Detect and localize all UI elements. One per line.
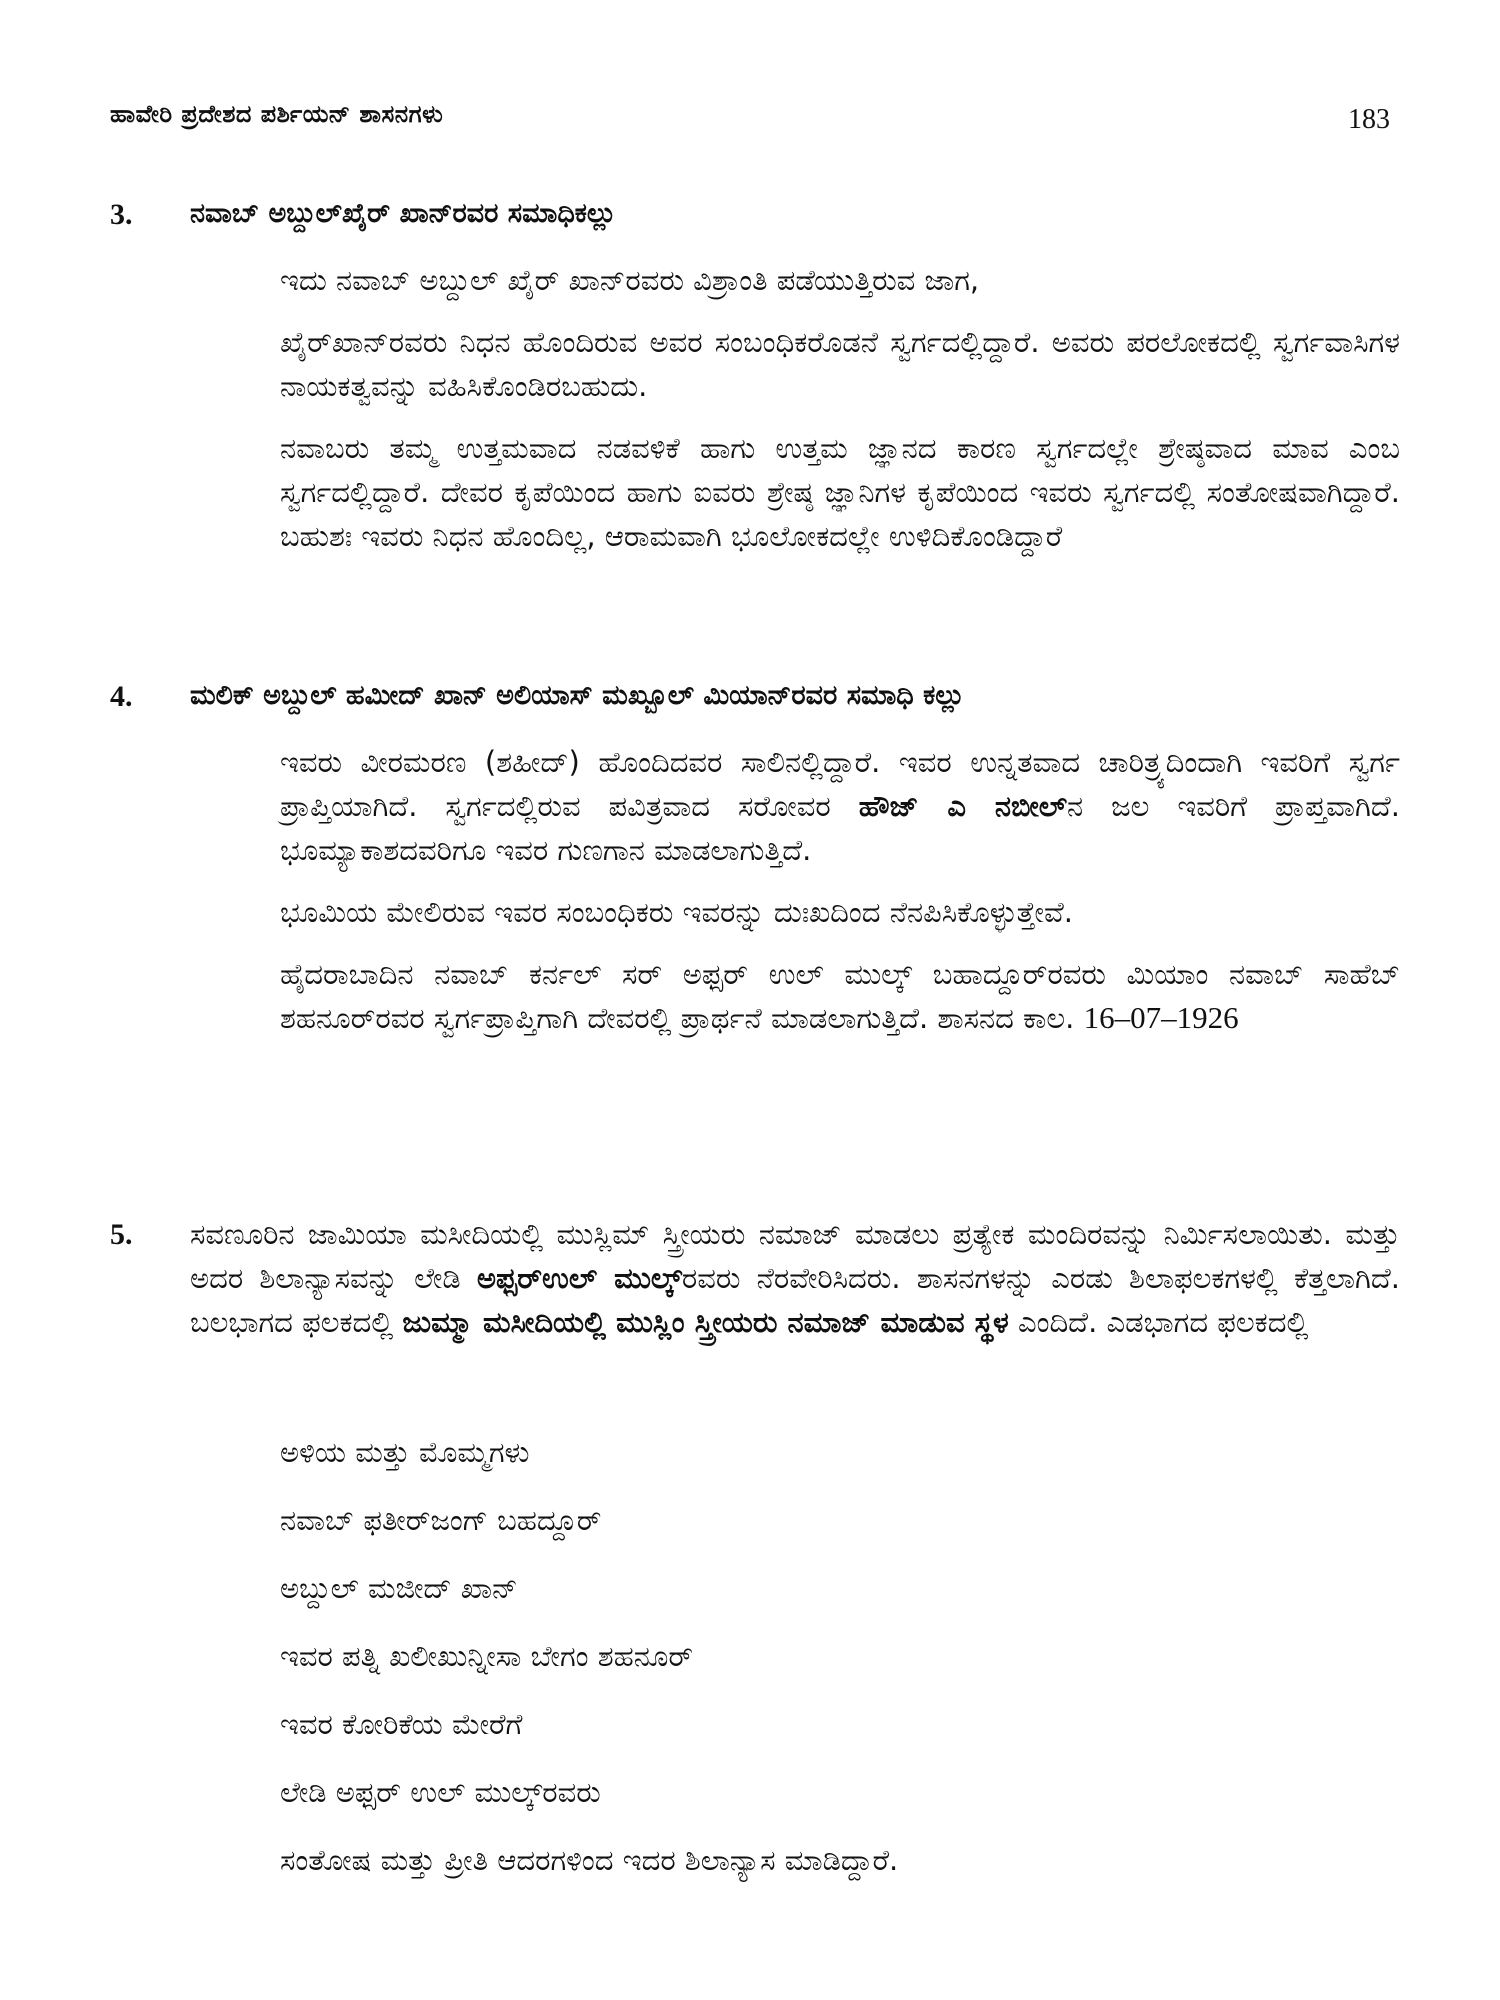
section-body <box>280 258 1400 558</box>
inscription-line: ಸಂತೋಷ ಮತ್ತು ಪ್ರೀತಿ ಆದರಗಳಿಂದ ಇದರ ಶಿಲಾನ್ಯಾಸ ಮಾಡಿದ್ದಾರೆ. <box>280 1843 899 1877</box>
inscription-date: 16–07–1926 <box>1083 1000 1239 1035</box>
section-title: ಮಲಿಕ್ ಅಬ್ದುಲ್ ಹಮೀದ್ ಖಾನ್ ಅಲಿಯಾಸ್ ಮಖ್ಬೂಲ್ ಮಿಯಾನ್‌ರವರ ಸಮಾಧಿ ಕಲ್ಲು <box>190 680 965 711</box>
paragraph: ಭೂಮಿಯ ಮೇಲಿರುವ ಇವರ ಸಂಬಂಧಿಕರು ಇವರನ್ನು ದುಃಖದಿಂದ ನೆನಪಿಸಿಕೊಳ್ಳುತ್ತೇವೆ. <box>280 895 1073 929</box>
paragraph-text: ಇವರು ವೀರಮರಣ (ಶಹೀದ್) ಹೊಂದಿದವರ ಸಾಲಿನಲ್ಲಿದ್ದಾರೆ. ಇವರ ಉನ್ನತವಾದ ಚಾರಿತ್ರ್ಯದಿಂದಾಗಿ ಇವರಿಗೆ ಸ್ವರ್ಗ ಪ್ರಾಪ್ತಿಯಾಗಿದೆ. ಸ್ವರ್ಗದಲ್ಲಿರುವ ಪವಿತ್ರವಾದ ಸರೋವರ <box>280 745 1400 823</box>
page-number: 183 <box>1348 104 1390 135</box>
inscription-line: ಲೇಡಿ ಅಫ್ಸರ್ ಉಲ್ ಮುಲ್ಕ್‌ರವರು <box>280 1775 601 1809</box>
section-body <box>190 1212 1400 1344</box>
inscription-line: ಇವರ ಪತ್ನಿ ಖಲೀಖುನ್ನೀಸಾ ಬೇಗಂ ಶಹನೂರ್ <box>280 1639 694 1673</box>
paragraph: ಇದು ನವಾಬ್ ಅಬ್ದುಲ್ ಖೈರ್ ಖಾನ್‌ರವರು ವಿಶ್ರಾಂತಿ ಪಡೆಯುತ್ತಿರುವ ಜಾಗ, <box>280 263 980 297</box>
inscription-line: ಇವರ ಕೋರಿಕೆಯ ಮೇರೆಗೆ <box>280 1707 523 1741</box>
section-body <box>280 740 1400 1040</box>
running-header-title: ಹಾವೇರಿ ಪ್ರದೇಶದ ಪರ್ಶಿಯನ್ ಶಾಸನಗಳು <box>110 100 444 128</box>
paragraph-text: ನ ಜಲ ಇವರಿಗೆ ಪ್ರಾಪ್ತವಾಗಿದೆ. ಭೂಮ್ಯಾಕಾಶದವರಿಗೂ ಇವರ ಗುಣಗಾನ ಮಾಡಲಾಗುತ್ತಿದೆ. <box>280 789 1400 867</box>
paragraph-text: ಸವಣೂರಿನ ಜಾಮಿಯಾ ಮಸೀದಿಯಲ್ಲಿ ಮುಸ್ಲಿಮ್ ಸ್ತ್ರೀಯರು ನಮಾಜ್ ಮಾಡಲು ಪ್ರತ್ಯೇಕ ಮಂದಿರವನ್ನು ನಿರ್ಮಿಸಲಾಯಿತು. ಮತ್ತು ಅದರ ಶಿಲಾನ್ಯಾಸವನ್ನು ಲೇಡಿ <box>190 1217 1400 1295</box>
paragraph-text: ಹೈದರಾಬಾದಿನ ನವಾಬ್ ಕರ್ನಲ್ ಸರ್ ಅಫ್ಸರ್ ಉಲ್ ಮುಲ್ಕ್ ಬಹಾದ್ದೂರ್‌ರವರು ಮಿಯಾಂ ನವಾಬ್ ಸಾಹೆಬ್ ಶಹನೂರ್‌ರವರ ಸ್ವರ್ಗಪ್ರಾಪ್ತಿಗಾಗಿ ದೇವರಲ್ಲಿ ಪ್ರಾರ್ಥನೆ ಮಾಡಲಾಗುತ್ತಿದೆ. ಶಾಸನದ ಕಾಲ. <box>280 957 1400 1035</box>
inscription-line: ಅಬ್ದುಲ್ ಮಜೀದ್ ಖಾನ್ <box>280 1571 518 1605</box>
bold-term: ಜುಮ್ಮಾ ಮಸೀದಿಯಲ್ಲಿ ಮುಸ್ಲಿಂ ಸ್ತ್ರೀಯರು ನಮಾಜ್ ಮಾಡುವ ಸ್ಥಳ <box>402 1305 1009 1339</box>
paragraph-text: ಎಂದಿದೆ. ಎಡಭಾಗದ ಫಲಕದಲ್ಲಿ <box>1008 1305 1309 1339</box>
paragraph: ಖೈರ್‌ಖಾನ್‌ರವರು ನಿಧನ ಹೊಂದಿರುವ ಅವರ ಸಂಬಂಧಿಕರೊಡನೆ ಸ್ವರ್ಗದಲ್ಲಿದ್ದಾರೆ. ಅವರು ಪರಲೋಕದಲ್ಲಿ ಸ್ವರ್ಗವಾಸಿಗಳ ನಾಯಕತ್ವವನ್ನು ವಹಿಸಿಕೊಂಡಿರಬಹುದು. <box>280 325 1400 403</box>
paragraph: ನವಾಬರು ತಮ್ಮ ಉತ್ತಮವಾದ ನಡವಳಿಕೆ ಹಾಗು ಉತ್ತಮ ಜ್ಞಾನದ ಕಾರಣ ಸ್ವರ್ಗದಲ್ಲೇ ಶ್ರೇಷ್ಠವಾದ ಮಾವ ಎಂಬ ಸ್ವರ್ಗದಲ್ಲಿದ್ದಾರೆ. ದೇವರ ಕೃಪೆಯಿಂದ ಹಾಗು ಐವರು ಶ್ರೇಷ್ಠ ಜ್ಞಾನಿಗಳ ಕೃಪೆಯಿಂದ ಇವರು ಸ್ವರ್ಗದಲ್ಲಿ ಸಂತೋಷವಾಗಿದ್ದಾರೆ. ಬಹುಶಃ ಇವರು ನಿಧನ ಹೊಂದಿಲ್ಲ, ಆರಾಮವಾಗಿ ಭೂಲೋಕದಲ್ಲೇ ಉಳಿದಿಕೊಂಡಿದ್ದಾರೆ <box>280 431 1400 553</box>
paragraph <box>190 1212 1400 1344</box>
inscription-line: ನವಾಬ್ ಫತೀರ್‌ಜಂಗ್ ಬಹದ್ದೂರ್ <box>280 1503 602 1537</box>
section-number: 3. <box>110 198 133 231</box>
bold-term: ಹೌಜ್ ಎ ನಬೀಲ್ <box>858 789 1067 823</box>
section-title: ನವಾಬ್ ಅಬ್ದುಲ್‌ಖೈರ್ ಖಾನ್‌ರವರ ಸಮಾಧಿಕಲ್ಲು <box>190 198 617 229</box>
inscription-lines <box>280 1430 898 1906</box>
paragraph <box>280 952 1400 1040</box>
section-number: 4. <box>110 680 133 713</box>
paragraph <box>280 740 1400 872</box>
inscription-line: ಅಳಿಯ ಮತ್ತು ಮೊಮ್ಮಗಳು <box>280 1435 530 1469</box>
bold-term: ಅಫ್ಸರ್‌ಉಲ್ ಮುಲ್ಕ್ <box>476 1261 682 1295</box>
section-number: 5. <box>110 1218 133 1251</box>
paragraph-text: ರವರು ನೆರವೇರಿಸಿದರು. ಶಾಸನಗಳನ್ನು ಎರಡು ಶಿಲಾಫಲಕಗಳಲ್ಲಿ ಕೆತ್ತಲಾಗಿದೆ. ಬಲಭಾಗದ ಫಲಕದಲ್ಲಿ <box>190 1261 1400 1339</box>
